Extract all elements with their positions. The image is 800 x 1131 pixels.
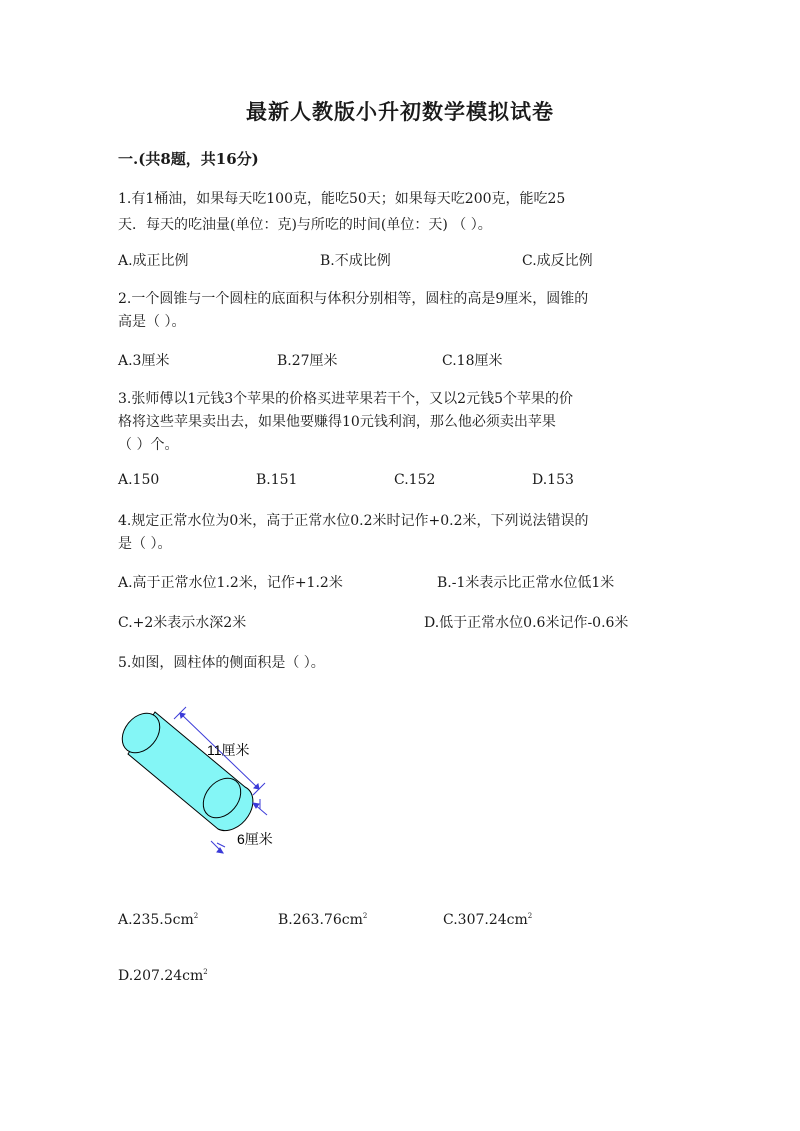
q1-text-line2: 天．每天的吃油量(单位：克)与所吃的时间(单位：天) （ ）。: [118, 217, 492, 233]
q4-option-b[interactable]: B.-1米表示比正常水位低1米: [437, 575, 615, 591]
page-title: 最新人教版小升初数学模拟试卷: [246, 100, 554, 124]
q2-option-b[interactable]: B.27厘米: [277, 353, 338, 369]
q1-option-a[interactable]: A.成正比例: [118, 253, 189, 269]
q1-option-b[interactable]: B.不成比例: [320, 253, 391, 269]
q5-option-b[interactable]: $B.263.76cm^2$: [278, 912, 368, 928]
q5-text-line1: 5.如图，圆柱体的侧面积是（ ）。: [118, 655, 325, 671]
q5-option-c[interactable]: $C.307.24cm^2$: [443, 912, 533, 928]
q4-option-c[interactable]: C.+2米表示水深2米: [118, 615, 247, 631]
q2-text-line2: 高是（ ）。: [118, 314, 186, 330]
q1-option-c[interactable]: C.成反比例: [522, 253, 593, 269]
q3-option-c[interactable]: C.152: [394, 472, 436, 488]
q2-text-line1: 2.一个圆锥与一个圆柱的底面积与体积分别相等，圆柱的高是9厘米，圆锥的: [118, 291, 589, 307]
diameter-label: 6厘米: [237, 831, 273, 847]
q3-text-line3: （ ）个。: [118, 437, 179, 453]
section-heading: 一.(共8题，共16分): [118, 150, 259, 168]
q1-text-line1: 1.有1桶油，如果每天吃100克，能吃50天；如果每天吃200克，能吃25: [118, 191, 566, 207]
q4-text-line2: 是（ ）。: [118, 536, 172, 552]
length-label: 11厘米: [207, 742, 250, 758]
q3-option-b[interactable]: B.151: [256, 472, 298, 488]
q4-text-line1: 4.规定正常水位为0米，高于正常水位0.2米时记作+0.2米，下列说法错误的: [118, 513, 589, 529]
q3-text-line2: 格将这些苹果卖出去，如果他要赚得10元钱利润，那么他必须卖出苹果: [118, 414, 556, 430]
cylinder-figure: [118, 700, 318, 870]
q5-option-d[interactable]: $D.207.24cm^2$: [118, 968, 208, 984]
q3-text-line1: 3.张师傅以1元钱3个苹果的价格买进苹果若干个，又以2元钱5个苹果的价: [118, 391, 573, 407]
q3-option-a[interactable]: A.150: [118, 472, 160, 488]
q4-option-a[interactable]: A.高于正常水位1.2米，记作+1.2米: [118, 575, 343, 591]
q3-option-d[interactable]: D.153: [532, 472, 574, 488]
q2-option-c[interactable]: C.18厘米: [442, 353, 503, 369]
q2-option-a[interactable]: A.3厘米: [118, 353, 170, 369]
q4-option-d[interactable]: D.低于正常水位0.6米记作-0.6米: [424, 615, 629, 631]
q5-option-a[interactable]: $A.235.5cm^2$: [118, 912, 199, 928]
